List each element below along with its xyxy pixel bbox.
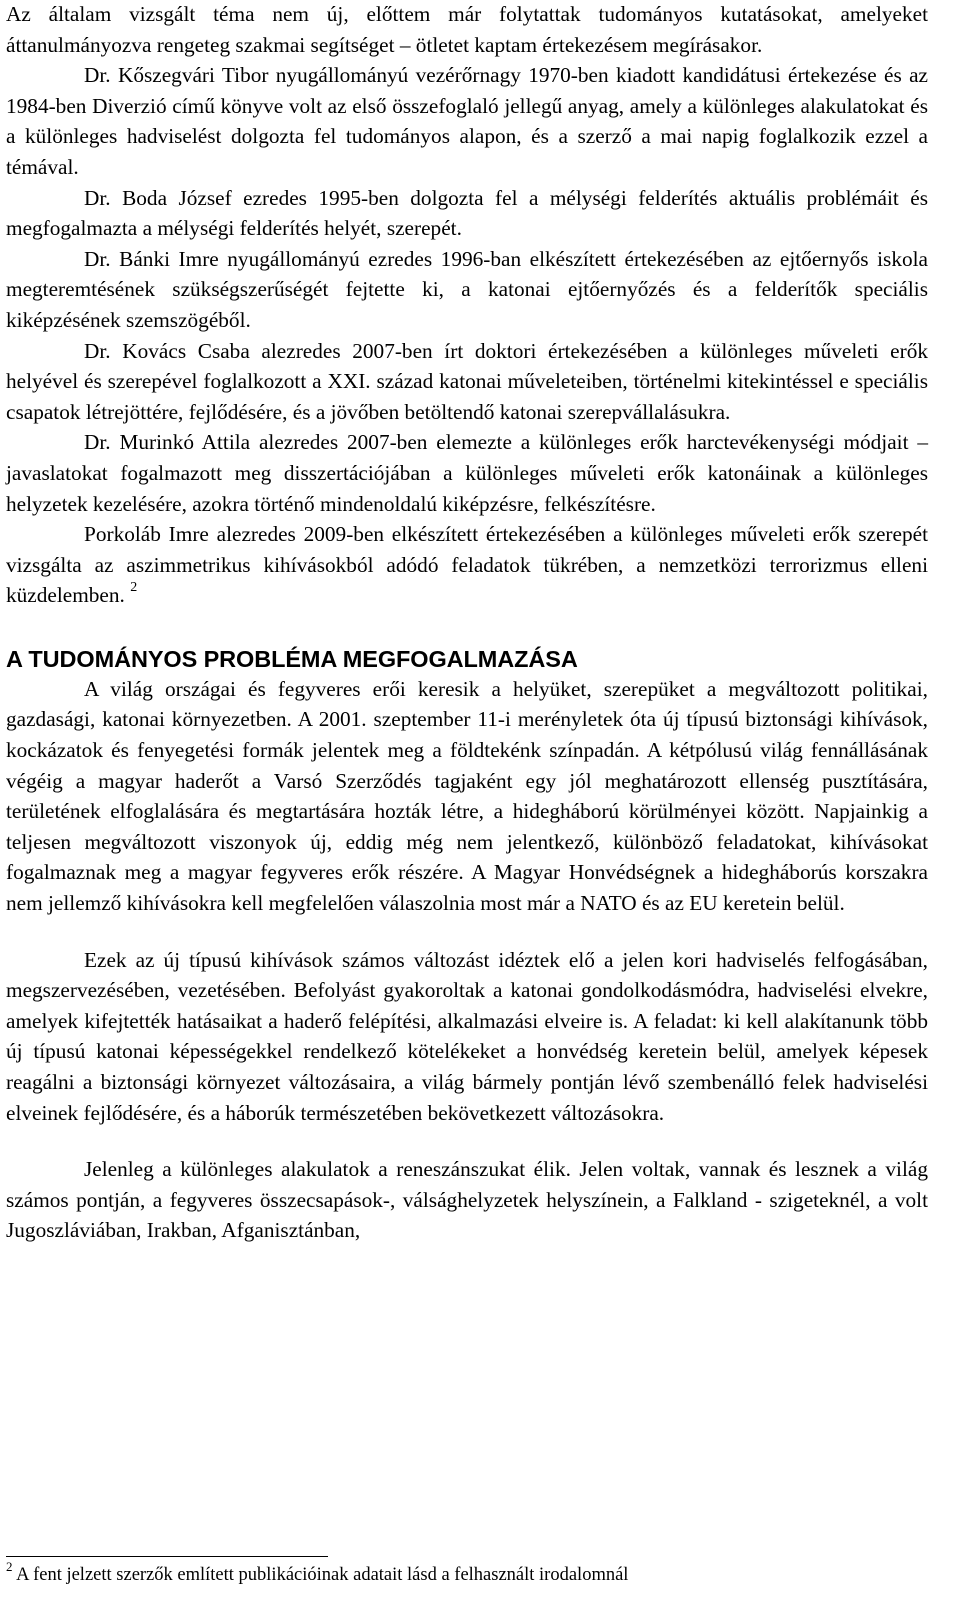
- footnote: [6, 1558, 928, 1588]
- paragraph-porkolab-text: Porkoláb Imre alezredes 2009-ben elkészített értekezésében a különleges műveleti erők szerepét vizsgálta az aszimmetrikus kihívásokból adódó feladatok tükrében, a nemzetközi terrorizmus elleni küzdelemben.: [6, 522, 928, 608]
- paragraph-banki: Dr. Bánki Imre nyugállományú ezredes 1996-ban elkészített értekezésében az ejtőernyős iskola megteremtésének szükségszerűségét fejtette ki, a katonai ejtőernyőzés és a felderítők speciális kiképzésének szemszögéből.: [6, 246, 928, 332]
- footnote-reference: 2: [130, 580, 138, 596]
- paragraph-boda: Dr. Boda József ezredes 1995-ben dolgozta fel a mélységi felderítés aktuális problémáit és megfogalmazta a mélységi felderítés helyét, szerepét.: [6, 185, 928, 241]
- footnote-divider: [6, 1556, 328, 1557]
- footnote-number: 2: [6, 1558, 13, 1574]
- paragraph-renaissance: Jelenleg a különleges alakulatok a reneszánszukat élik. Jelen voltak, vannak és lesznek a világ számos pontján, a fegyveres összecsapások-, válsághelyzetek helyszínein, a Falkland - szigeteknél, a volt Jugoszláviában, Irakban, Afganisztánban,: [6, 1157, 928, 1243]
- paragraph-new-challenges: Ezek az új típusú kihívások számos változást idéztek elő a jelen kori hadviselés felfogásában, megszervezésében, vezetésében. Befolyást gyakoroltak a katonai gondolkodásmódra, hadviselési elvekre, amelyek kifejtették hatásaikat a haderő felépítési, alkalmazási elveire is. A feladat: ki kell alakítanunk több új típusú katonai képességekkel rendelkező kötelékeket a honvédség keretein belül, amelyek képesek reagálni a biztonsági környezet változásaira, a világ bármely pontján lévő szembenálló felek hadviselési elveinek fejlődésére, és a háborúk természetében bekövetkezett változásokra.: [6, 947, 928, 1125]
- paragraph-world-countries: A világ országai és fegyveres erői keresik a helyüket, szerepüket a megváltozott politikai, gazdasági, katonai környezetben. A 2001. szeptember 11-i merényletek óta új típusú biztonsági kihívások, kockázatok és fenyegetési formák jelentek meg a földtekénk színpadán. A kétpólusú világ fennállásának végéig a magyar haderőt a Varsó Szerződés tagjaként egy jól meghatározott ellenség pusztítására, területének elfoglalására és megtartására hozták létre, a hidegháború körülményei között. Napjainkig a teljesen megváltozott viszonyok új, eddig még nem jelentkező, különböző feladatokat, kihívásokat fogalmaznak meg a magyar fegyveres erők részére. A Magyar Honvédségnek a hidegháborús korszakra nem jellemző kihívásokra kell megfelelően válaszolnia most már a NATO és az EU keretein belül.: [6, 676, 928, 916]
- paragraph-intro: Az általam vizsgált téma nem új, előttem már folytattak tudományos kutatásokat, amelyeket áttanulmányozva rengeteg szakmai segítséget – ötletet kaptam értekezésem megírásakor.: [6, 2, 928, 57]
- document-page: [6, 0, 928, 1246]
- paragraph-murinko: Dr. Murinkó Attila alezredes 2007-ben elemezte a különleges erők harctevékenységi módjait – javaslatokat fogalmazott meg disszertációjában a különleges műveleti erők katonáinak a különleges helyzetek kezelésére, azokra történő mindenoldalú kiképzésre, felkészítésre.: [6, 430, 928, 516]
- paragraph-koszegvari: Dr. Kőszegvári Tibor nyugállományú vezérőrnagy 1970-ben kiadott kandidátusi értekezése és az 1984-ben Diverzió című könyve volt az első összefoglaló jellegű anyag, amely a különleges alakulatokat és a különleges hadviselést dolgozta fel tudományos alapon, és a szerző a mai napig foglalkozik ezzel a témával.: [6, 63, 928, 179]
- footnote-text: A fent jelzett szerzők említett publikációinak adatait lásd a felhasznált irodalomnál: [16, 1565, 629, 1585]
- section-heading: A TUDOMÁNYOS PROBLÉMA MEGFOGALMAZÁSA: [6, 645, 578, 672]
- paragraph-kovacs: Dr. Kovács Csaba alezredes 2007-ben írt doktori értekezésében a különleges műveleti erők helyével és szerepével foglalkozott a XXI. század katonai műveleteiben, történelmi kitekintéssel e speciális csapatok létrejöttére, fejlődésére, és a jövőben betöltendő katonai szerepvállalásukra.: [6, 338, 928, 424]
- paragraph-porkolab: [6, 519, 928, 611]
